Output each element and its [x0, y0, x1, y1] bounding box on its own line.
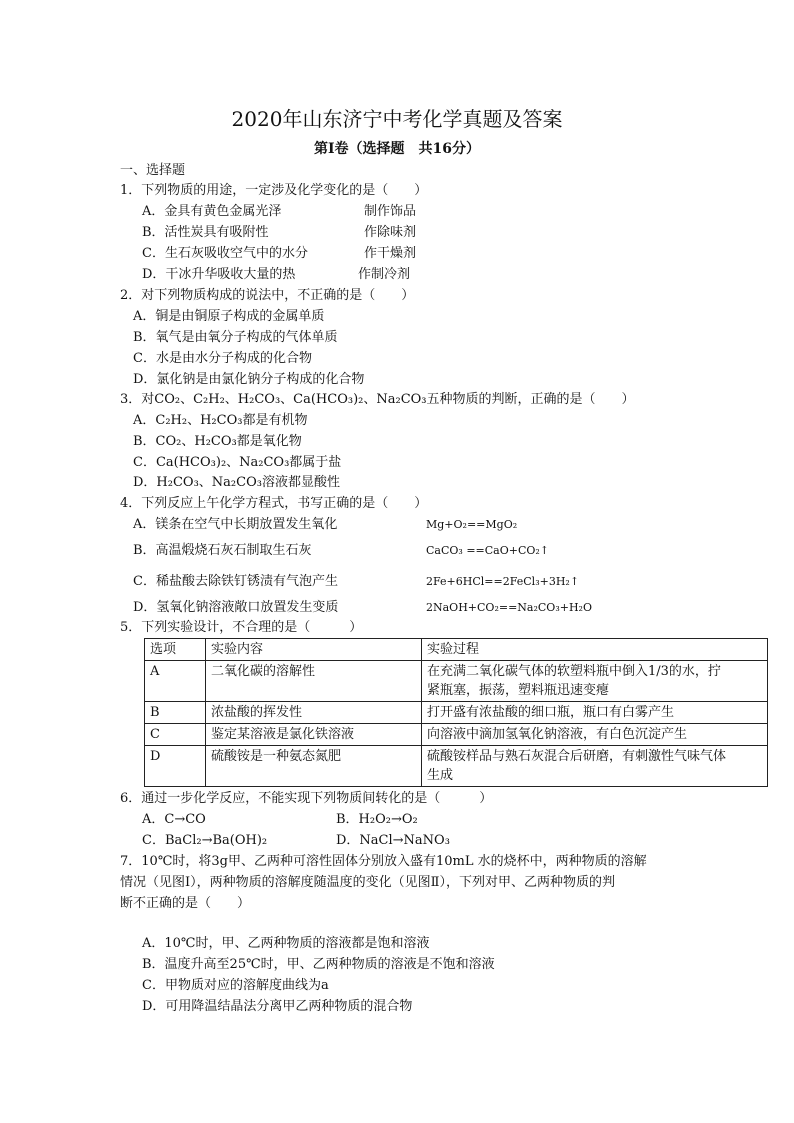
question-3-stem: 3．对CO₂、C₂H₂、H₂CO₃、Ca(HCO₃)₂、Na₂CO₃五种物质的判断，正确的是（ ）: [120, 392, 635, 407]
q3-option-d: D．H₂CO₃、Na₂CO₃溶液都显酸性: [133, 475, 340, 490]
table-row: [145, 746, 768, 787]
cell-line: 在充满二氧化碳气体的软塑料瓶中倒入1/3的水，拧: [427, 664, 721, 679]
question-5-stem: 5．下列实验设计，不合理的是（ ）: [120, 620, 363, 635]
section-label: 一、选择题: [120, 163, 186, 178]
q4-option-c-equation: 2Fe+6HCl==2FeCl₃+3H₂↑: [426, 575, 580, 588]
q1-option-a: A．金具有黄色金属光泽: [142, 204, 282, 219]
table-header-cell: 实验过程: [422, 639, 768, 661]
question-2-stem: 2．对下列物质构成的说法中，不正确的是（ ）: [120, 288, 415, 303]
q4-option-a-equation: Mg+O₂==MgO₂: [426, 518, 518, 531]
table-cell: C: [145, 724, 206, 746]
q1-option-b-use: 作除味剂: [364, 225, 417, 240]
q7-option-a: A．10℃时，甲、乙两种物质的溶液都是饱和溶液: [142, 936, 430, 951]
cell-line: 硫酸铵样品与熟石灰混合后研磨，有刺激性气味气体: [427, 749, 727, 764]
table-cell: [422, 746, 768, 787]
page-title: 2020年山东济宁中考化学真题及答案: [231, 107, 563, 131]
table-cell: 打开盛有浓盐酸的细口瓶，瓶口有白雾产生: [422, 702, 768, 724]
q1-option-d-use: 作制冷剂: [358, 267, 411, 282]
table-cell: 二氧化碳的溶解性: [206, 661, 422, 702]
question-1-stem: 1．下列物质的用途，一定涉及化学变化的是（ ）: [120, 183, 428, 198]
table-cell: 鉴定某溶液是氯化铁溶液: [206, 724, 422, 746]
table-row: [145, 724, 768, 746]
q7-option-c: C．甲物质对应的溶解度曲线为a: [142, 978, 329, 993]
q6-option-c: C．BaCl₂→Ba(OH)₂: [142, 833, 268, 848]
q6-option-d: D．NaCl→NaNO₃: [336, 833, 450, 848]
q7-option-b: B．温度升高至25℃时，甲、乙两种物质的溶液是不饱和溶液: [142, 957, 495, 972]
question-7-stem: 情况（见图Ⅰ），两种物质的溶解度随温度的变化（见图Ⅱ），下列对甲、乙两种物质的判: [120, 875, 615, 890]
question-7-stem: 7．10℃时，将3g甲、乙两种可溶性固体分别放入盛有10mL 水的烧杯中，两种物质的溶解: [120, 854, 647, 869]
q7-option-d: D．可用降温结晶法分离甲乙两种物质的混合物: [142, 999, 413, 1014]
table-cell: D: [145, 746, 206, 787]
table-cell: 向溶液中滴加氢氧化钠溶液，有白色沉淀产生: [422, 724, 768, 746]
cell-line: 紧瓶塞，振荡，塑料瓶迅速变瘪: [427, 683, 610, 698]
q1-option-d: D．干冰升华吸收大量的热: [142, 267, 296, 282]
q4-option-c: C．稀盐酸去除铁钉锈渍有气泡产生: [133, 574, 338, 589]
q2-option-a: A．铜是由铜原子构成的金属单质: [133, 309, 325, 324]
table-cell: B: [145, 702, 206, 724]
q3-option-c: C．Ca(HCO₃)₂、Na₂CO₃都属于盐: [133, 455, 342, 470]
table-cell: 硫酸铵是一种氨态氮肥: [206, 746, 422, 787]
experiment-table: [144, 638, 768, 787]
table-row: [145, 661, 768, 702]
question-4-stem: 4．下列反应上午化学方程式，书写正确的是（ ）: [120, 496, 428, 511]
table-header-cell: 选项: [145, 639, 206, 661]
question-6-stem: 6．通过一步化学反应，不能实现下列物质间转化的是（ ）: [120, 791, 493, 806]
q4-option-a: A．镁条在空气中长期放置发生氧化: [133, 517, 338, 532]
table-header-cell: 实验内容: [206, 639, 422, 661]
table-cell: A: [145, 661, 206, 702]
q4-option-b: B．高温煅烧石灰石制取生石灰: [133, 543, 312, 558]
q2-option-b: B．氧气是由氧分子构成的气体单质: [133, 330, 338, 345]
cell-line: 生成: [427, 768, 454, 783]
q1-option-c-use: 作干燥剂: [364, 246, 417, 261]
q4-option-d: D．氢氧化钠溶液敞口放置发生变质: [133, 600, 339, 615]
question-7-stem: 断不正确的是（ ）: [120, 896, 251, 911]
q3-option-a: A．C₂H₂、H₂CO₃都是有机物: [133, 413, 308, 428]
q2-option-c: C．水是由水分子构成的化合物: [133, 351, 312, 366]
q6-option-b: B．H₂O₂→O₂: [336, 812, 418, 827]
q1-option-c: C．生石灰吸收空气中的水分: [142, 246, 308, 261]
q1-option-a-use: 制作饰品: [364, 204, 417, 219]
q4-option-d-equation: 2NaOH+CO₂==Na₂CO₃+H₂O: [426, 601, 592, 614]
q4-option-b-equation: CaCO₃ ==CaO+CO₂↑: [426, 544, 550, 557]
section-heading: 第Ⅰ卷（选择题 共16分）: [313, 141, 481, 157]
table-cell: 浓盐酸的挥发性: [206, 702, 422, 724]
q6-option-a: A．C→CO: [142, 812, 206, 827]
q1-option-b: B．活性炭具有吸附性: [142, 225, 269, 240]
table-header-row: [145, 639, 768, 661]
q3-option-b: B．CO₂、H₂CO₃都是氧化物: [133, 434, 302, 449]
table-row: [145, 702, 768, 724]
table-cell: [422, 661, 768, 702]
q2-option-d: D．氯化钠是由氯化钠分子构成的化合物: [133, 372, 365, 387]
